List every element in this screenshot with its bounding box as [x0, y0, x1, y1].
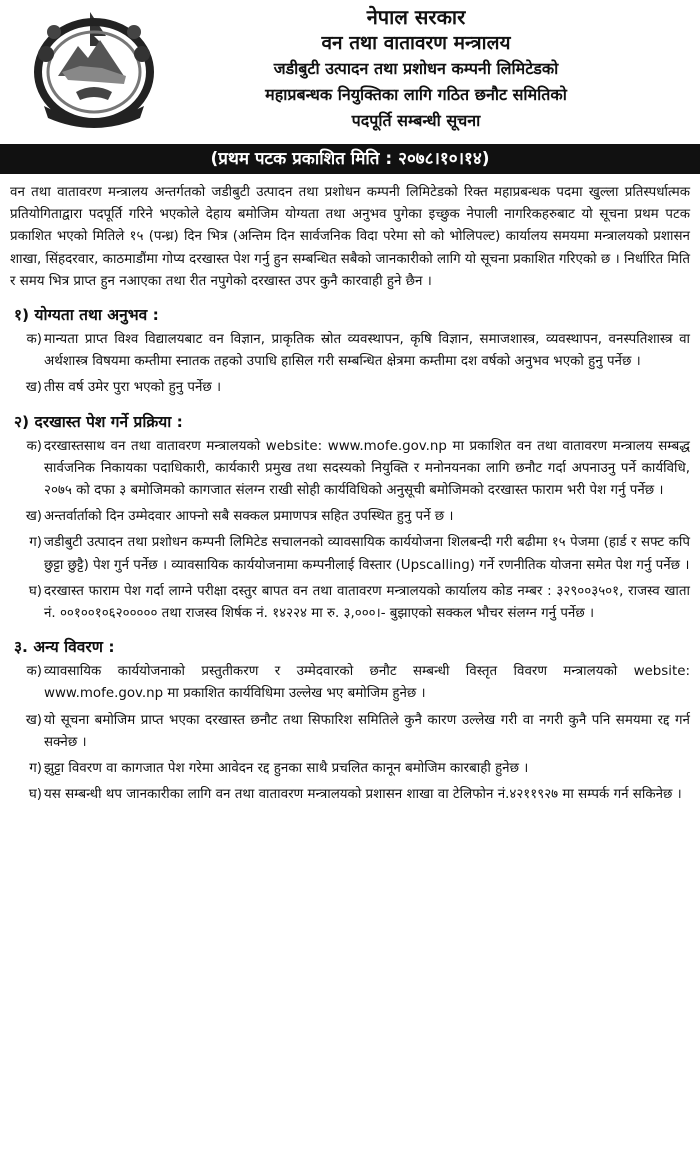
header-company: जडीबुटी उत्पादन तथा प्रशोधन कम्पनी लिमिटेडको: [273, 59, 559, 78]
list-item: [6, 436, 694, 503]
item-marker: ग): [29, 535, 42, 551]
header-committee: महाप्रबन्धक नियुक्तिका लागि गठित छनौट समितिको: [265, 85, 567, 104]
list-item: [6, 784, 694, 806]
item-text: व्यावसायिक कार्ययोजनाको प्रस्तुतीकरण र उम्मेदवारको छनौट सम्बन्धी विस्तृत विवरण मन्त्रालयको website: www.mofe.gov.np मा प्रकाशित कार्यविधिमा उल्लेख भए बमोजिम हुनेछ ।: [44, 664, 690, 702]
item-marker: घ): [28, 583, 42, 599]
item-text: जडीबुटी उत्पादन तथा प्रशोधन कम्पनी लिमिटेड सचालनको व्यावसायिक कार्ययोजना शिलबन्दी गरी बढीमा १५ पेजमा (हार्ड र सफ्ट कपि छुट्टा छुट्टै) पेश गुर्न पर्नेछ । व्यावसायिक कार्ययोजनामा कम्पनीलाई विस्तार (Upscalling) गर्ने रणनीतिक योजना समेत पेश गर्नु पर्नेछ ।: [44, 535, 690, 573]
list-item: [6, 532, 694, 576]
nepal-emblem-icon: [28, 6, 160, 132]
item-marker: क): [26, 438, 42, 454]
item-text: अन्तर्वार्ताको दिन उम्मेदवार आफ्नो सबै सक्कल प्रमाणपत्र सहित उपस्थित हुनु पर्ने छ ।: [44, 509, 454, 525]
list-item: [6, 710, 694, 754]
list-item: [6, 661, 694, 705]
section-title-qualification: १) योग्यता तथा अनुभव :: [14, 306, 159, 325]
item-text: झुट्टा विवरण वा कागजात पेश गरेमा आवेदन रद्द हुनका साथै प्रचलित कानून बमोजिम कारबाही हुनेछ ।: [44, 761, 529, 777]
item-marker: क): [26, 664, 42, 680]
publication-date-bar: (प्रथम पटक प्रकाशित मिति : २०७८।१०।१४): [0, 144, 700, 174]
item-marker: ख): [25, 509, 42, 525]
item-text: यो सूचना बमोजिम प्राप्त भएका दरखास्त छनौट तथा सिफारिश समितिले कुनै कारण उल्लेख गरी वा नगरी कुनै पनि समयमा रद्द गर्न सक्नेछ ।: [44, 712, 690, 750]
header-government: नेपाल सरकार: [366, 5, 466, 29]
item-marker: ग): [29, 761, 42, 777]
list-item: [6, 329, 694, 373]
header-ministry: वन तथा वातावरण मन्त्रालय: [321, 32, 511, 54]
item-marker: ख): [25, 380, 42, 396]
list-item: [6, 506, 694, 528]
header-notice-title: पदपूर्ति सम्बन्धी सूचना: [351, 111, 481, 130]
item-marker: ख): [25, 712, 42, 728]
header-lines: [156, 4, 676, 134]
list-item: [6, 377, 694, 399]
section-title-other-details: ३. अन्य विवरण :: [14, 638, 115, 657]
intro-paragraph: वन तथा वातावरण मन्त्रालय अन्तर्गतको जडीबुटी उत्पादन तथा प्रशोधन कम्पनी लिमिटेडको रिक्त महाप्रबन्धक पदमा खुल्ला प्रतिस्पर्धात्मक प्रतियोगिताद्वारा पदपूर्ति गरिने भएकोले देहाय बमोजिम योग्यता तथा अनुभव पुगेका इच्छुक नेपाली नागरिकहरुबाट यो सूचना प्रथम पटक प्रकाशित भएको मितिले १५ (पन्ध्र) दिन भित्र (अन्तिम दिन सार्वजनिक विदा परेमा सो को भोलिपल्ट) कार्यालय समयमा मन्त्रालयको प्रशासन शाखा, सिंहदरवार, काठमाडौंमा गोप्य दरखास्त पेश गर्नु हुन सम्बन्धित सबैको जानकारीको लागि यो सूचना प्रकाशित गरिएको छ । निर्धारित मिति र समय भित्र प्राप्त हुन नआएका तथा रीत नपुगेको दरखास्त उपर कुनै कारवाही हुने छैन ।: [10, 185, 690, 289]
list-item: [6, 581, 694, 625]
item-text: दरखास्तसाथ वन तथा वातावरण मन्त्रालयको website: www.mofe.gov.np मा प्रकाशित वन तथा वातावरण मन्त्रालय सम्बद्ध सार्वजनिक निकायका पदाधिकारी, कार्यकारी प्रमुख तथा सदस्यको नियुक्ति र मनोनयनका लागि छनौट गर्दा अपनाउनु पर्ने कार्यविधि, २०७५ को दफा ३ बमोजिमको कागजात संलग्न राखी सोही कार्यविधिको अनुसूची बमोजिमको दरखास्त फाराम भरी पेश गर्नु पर्नेछ ।: [44, 438, 690, 499]
item-text: मान्यता प्राप्त विश्व विद्यालयबाट वन विज्ञान, प्राकृतिक स्रोत व्यवस्थापन, कृषि विज्ञान, समाजशास्त्र, व्यवस्थापन, वनस्पतिशास्त्र वा अर्थशास्त्र विषयमा कम्तीमा स्नातक तहको उपाधि हासिल गरी सम्बन्धित क्षेत्रमा कम्तीमा दश वर्षको अनुभव भएको हुनु पर्नेछ ।: [44, 332, 690, 370]
item-marker: घ): [28, 787, 42, 803]
item-text: दरखास्त फाराम पेश गर्दा लाग्ने परीक्षा दस्तुर बापत वन तथा वातावरण मन्त्रालयको कार्यालय कोड नम्बर : ३२९००३५०१, राजस्व खाता नं. ००१००१०६२००००० तथा राजस्व शिर्षक नं. १४२२४ मा रु. ३,०००।- बुझाएको सक्कल भौचर संलग्न गर्नु पर्नेछ ।: [44, 583, 690, 622]
item-marker: क): [26, 332, 42, 348]
notice-header: [6, 0, 694, 140]
item-text: तीस वर्ष उमेर पुरा भएको हुनु पर्नेछ ।: [44, 380, 222, 396]
list-item: [6, 758, 694, 780]
section-title-application-process: २) दरखास्त पेश गर्ने प्रक्रिया :: [14, 412, 183, 431]
item-text: यस सम्बन्धी थप जानकारीका लागि वन तथा वातावरण मन्त्रालयको प्रशासन शाखा वा टेलिफोन नं.४२११९२७ मा सम्पर्क गर्न सकिनेछ ।: [44, 787, 682, 803]
